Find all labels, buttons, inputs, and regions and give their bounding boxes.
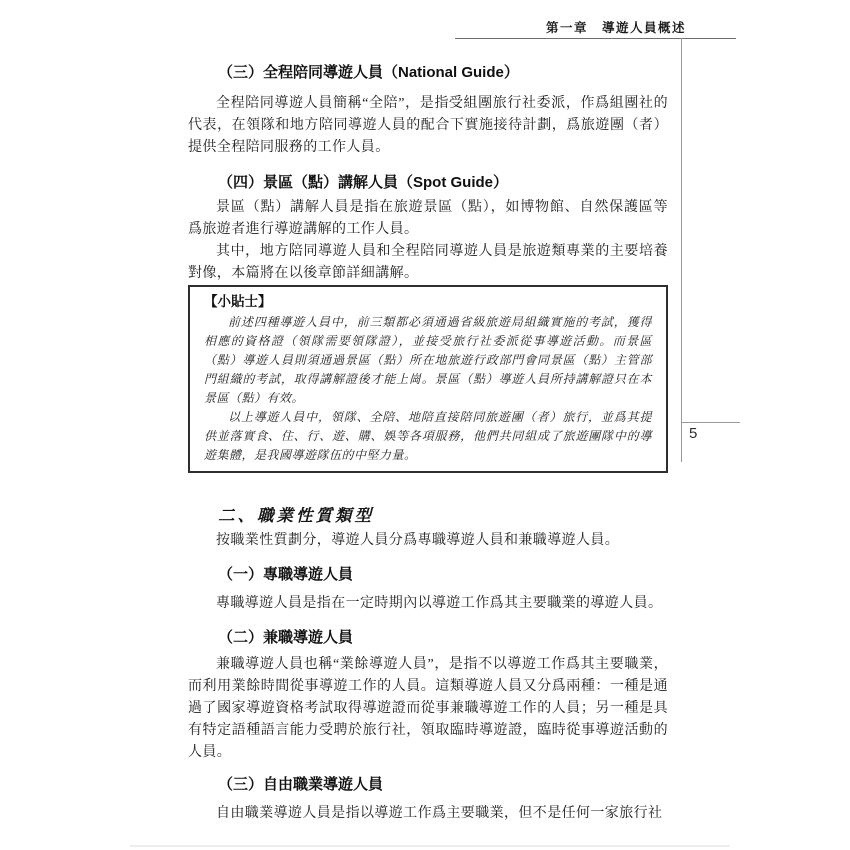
- paragraph-fulltime-guide: 專職導遊人員是指在一定時期內以導遊工作爲其主要職業的導遊人員。: [216, 596, 663, 611]
- heading-spot-guide: （四）景區（點）講解人員（Spot Guide）: [218, 174, 508, 191]
- heading-parttime-guide: （二）兼職導遊人員: [218, 629, 354, 646]
- paragraph-parttime-guide: 兼職導遊人員也稱“業餘導遊人員”，是指不以導遊工作爲其主要職業，而利用業餘時間從事導遊工作的人員。這類導遊人員又分爲兩種：一種是通過了國家導遊資格考試取得導遊證而從事兼職導遊工作的人員；另一種是具有特定語種語言能力受聘於旅行社，領取臨時導遊證，臨時從事導遊活動的人員。: [188, 657, 668, 760]
- tip-box-paragraph-2: 以上導遊人員中，領隊、全陪、地陪直接陪同旅遊團（者）旅行，並爲其提供並落實食、住、行、遊、購、娛等各項服務，他們共同組成了旅遊團隊中的導遊集體，是我國導遊隊伍的中堅力量。: [204, 410, 652, 462]
- heading-freelance-guide: （三）自由職業導遊人員: [218, 776, 384, 793]
- running-head-rule: [455, 38, 736, 39]
- text-column: [188, 55, 668, 825]
- running-head-chapter-title: 第一章 導遊人員概述: [545, 21, 686, 35]
- paragraph-freelance-guide: 自由職業導遊人員是指以導遊工作爲主要職業，但不是任何一家旅行社: [216, 806, 663, 821]
- heading-occupation-types: 二、職業性質類型: [218, 506, 374, 525]
- heading-fulltime-guide: （一）專職導遊人員: [218, 566, 354, 583]
- page-number-tick-rule: [682, 422, 740, 423]
- scan-bottom-edge: [130, 845, 730, 847]
- tip-box-paragraph-1: 前述四種導遊人員中，前三類都必須通過省級旅遊局組織實施的考試，獲得相應的資格證（領隊需要領隊證），並接受旅行社委派從事導遊活動。而景區（點）導遊人員則須通過景區（點）所在地旅遊行政部門會同景區（點）主管部門組織的考試，取得講解證後才能上崗。景區（點）導遊人員所持講解證只在本景區（點）有效。: [204, 315, 652, 405]
- heading-national-guide: （三）全程陪同導遊人員（National Guide）: [218, 64, 519, 81]
- paragraph-summary: 其中，地方陪同導遊人員和全程陪同導遊人員是旅遊類專業的主要培養對像，本篇將在以後章節詳細講解。: [188, 244, 668, 281]
- paragraph-national-guide: 全程陪同導遊人員簡稱“全陪”，是指受組團旅行社委派，作爲組團社的代表，在領隊和地方陪同導遊人員的配合下實施接待計劃，爲旅遊團（者）提供全程陪同服務的工作人員。: [188, 96, 668, 155]
- paragraph-occupation-intro: 按職業性質劃分，導遊人員分爲專職導遊人員和兼職導遊人員。: [216, 533, 620, 548]
- page-number: 5: [689, 425, 698, 442]
- tip-box-title: 【小貼士】: [204, 294, 272, 309]
- paragraph-spot-guide: 景區（點）講解人員是指在旅遊景區（點），如博物館、自然保護區等爲旅遊者進行導遊講解的工作人員。: [188, 200, 668, 237]
- right-margin-rule: [681, 38, 682, 462]
- tip-box: [188, 285, 668, 473]
